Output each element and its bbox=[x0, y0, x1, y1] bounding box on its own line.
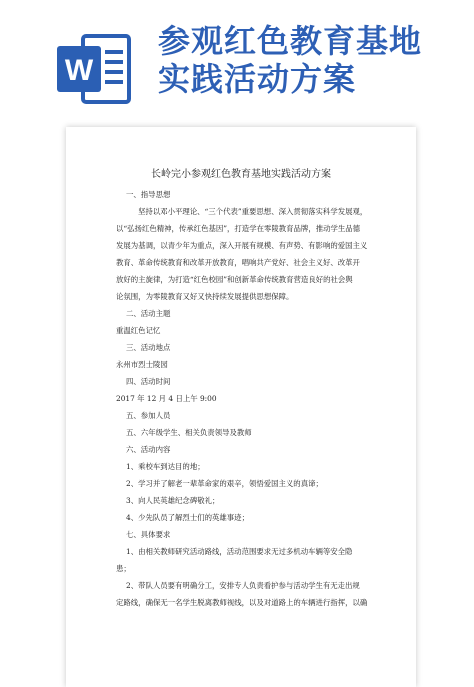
page-headline bbox=[158, 22, 468, 98]
section-heading: 一、指导思想 bbox=[126, 190, 171, 199]
headline-line-1: 参观红色教育基地 bbox=[158, 22, 423, 60]
headline-line-2: 实践活动方案 bbox=[158, 60, 357, 98]
section-heading: 五、参加人员 bbox=[126, 411, 171, 420]
list-item: 2、带队人员要有明确分工，安排专人负责看护参与活动学生有无走出规 bbox=[126, 581, 360, 590]
section-heading: 二、活动主题 bbox=[126, 309, 171, 318]
list-item: 4、少先队员了解烈士们的英雄事迹； bbox=[126, 513, 249, 522]
paragraph-line: 发展为基调，以青少年为重点，深入开展有规模、有声势、有影响的爱国主义 bbox=[116, 241, 368, 250]
section-heading: 四、活动时间 bbox=[126, 377, 171, 386]
paragraph-line: 重温红色记忆 bbox=[116, 326, 161, 335]
paragraph-line: 以“弘扬红色精神，传承红色基因”，打造学在零陵教育品牌，推动学生品德 bbox=[116, 224, 361, 233]
paragraph-line: 坚持以邓小平理论、“三个代表”重要思想、深入贯彻落实科学发展观， bbox=[138, 207, 368, 216]
list-item: 1、乘校车到达目的地； bbox=[126, 462, 205, 471]
paragraph-line: 患； bbox=[116, 564, 131, 573]
list-item: 2、学习并了解老一辈革命家的艰辛，领悟爱国主义的真谛； bbox=[126, 479, 323, 488]
section-heading: 三、活动地点 bbox=[126, 343, 171, 352]
word-logo-letter: W bbox=[64, 54, 94, 87]
paragraph-line: 论氛围，为零陵教育又好又快持续发展提供思想保障。 bbox=[116, 292, 294, 301]
paragraph-line: 永州市烈士陵园 bbox=[116, 360, 168, 369]
paragraph-line: 放好的主旋律，为打造“红色校园”和创新革命传统教育营造良好的社会舆 bbox=[116, 275, 353, 284]
document-preview bbox=[66, 127, 416, 687]
list-item: 1、由相关教师研究活动路线，活动范围要求无过多机动车辆等安全隐 bbox=[126, 547, 353, 556]
paragraph-line: 2017 年 12 月 4 日上午 9:00 bbox=[116, 394, 217, 403]
paragraph-line: 定路线，确保无一名学生脱离教师视线，以及对道路上的车辆进行指挥，以确 bbox=[116, 598, 368, 607]
document-title: 长岭完小参观红色教育基地实践活动方案 bbox=[151, 169, 331, 180]
word-doc-icon bbox=[53, 28, 137, 110]
list-item: 3、向人民英雄纪念碑敬礼； bbox=[126, 496, 220, 505]
section-heading: 七、具体要求 bbox=[126, 530, 171, 539]
section-heading: 六、活动内容 bbox=[126, 445, 171, 454]
paragraph-line: 五、六年级学生、相关负责领导及教师 bbox=[126, 428, 252, 437]
paragraph-line: 教育、革命传统教育和改革开放教育，唱响共产党好、社会主义好、改革开 bbox=[116, 258, 360, 267]
